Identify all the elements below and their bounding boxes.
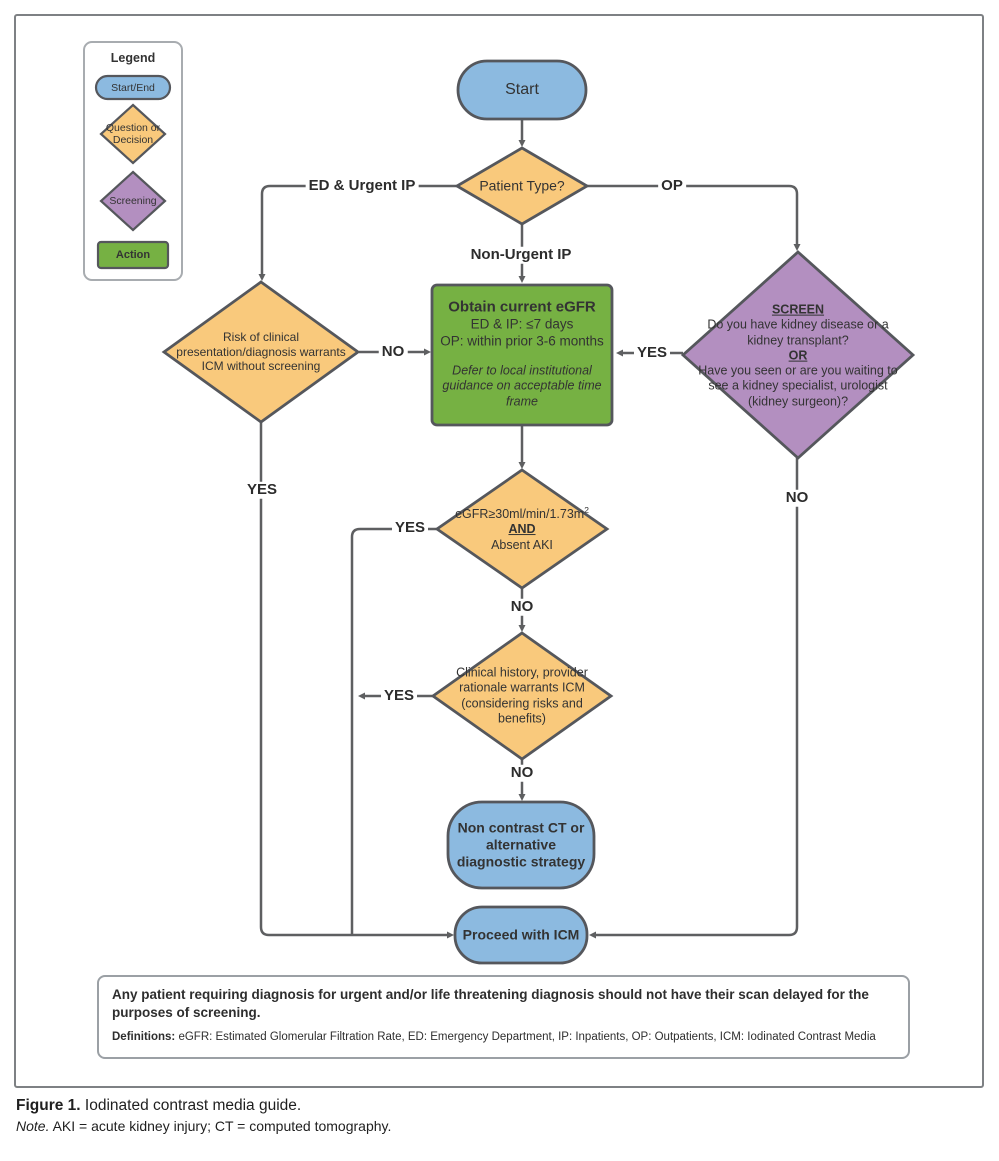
screen-or: OR (788, 348, 808, 363)
edge-label-yes-screen: YES (634, 345, 670, 362)
screen-heading: SCREEN (771, 302, 825, 317)
edge-egfr-yes-down (352, 529, 437, 934)
obtain-egfr-note: Defer to local institutional guidance on acceptable time frame (442, 363, 602, 409)
egfr-check-line1 (455, 505, 589, 522)
caption-note-line (16, 1118, 976, 1134)
edge-label-no-egfr: NO (508, 599, 537, 616)
legend-item-screening: Screening (109, 194, 157, 207)
figure-title-text: Iodinated contrast media guide. (84, 1097, 302, 1114)
egfr-check-line2: Absent AKI (491, 537, 553, 552)
non-contrast-label: Non contrast CT or alternative diagnostic strategy (456, 819, 586, 870)
legend-item-action: Action (115, 249, 151, 261)
edge-patient-to-risk (262, 186, 457, 275)
edge-label-non-urgent-ip: Non-Urgent IP (468, 247, 575, 264)
edge-label-yes-risk: YES (244, 482, 280, 499)
clinical-diamond-label: Clinical history, provider rationale warrants ICM (considering risks and benefits) (456, 665, 588, 726)
definitions-label: Definitions: (112, 1030, 176, 1043)
legend-item-question: Question or Decision (105, 121, 161, 146)
figure-number-label: Figure 1. (16, 1097, 81, 1114)
proceed-label: Proceed with ICM (462, 926, 580, 943)
edge-label-ed-urgent-ip: ED & Urgent IP (306, 178, 419, 195)
definitions-text: eGFR: Estimated Glomerular Filtration Rate, ED: Emergency Department, IP: Inpatients, OP: Outpatients, ICM: Iodinated Contrast Media (178, 1030, 876, 1043)
definitions-line (112, 1031, 895, 1043)
edge-label-op: OP (658, 178, 686, 195)
warning-note-text: Any patient requiring diagnosis for urgent and/or life threatening diagnosis should not have their scan delayed for the purposes of screening. (112, 987, 869, 1020)
warning-note-box (97, 975, 910, 1059)
legend-item-start-end: Start/End (111, 81, 155, 94)
screen-diamond-text (696, 303, 900, 410)
start-node-label: Start (505, 81, 539, 99)
obtain-egfr-line2: OP: within prior 3-6 months (440, 333, 604, 349)
obtain-egfr-text (438, 299, 606, 410)
screen-question2: Have you seen or are you waiting to see a kidney specialist, urologist (kidney surgeon)? (698, 363, 898, 409)
figure-caption (16, 1097, 976, 1134)
egfr-check-superscript: 2 (584, 505, 589, 516)
obtain-egfr-title: Obtain current eGFR (448, 298, 596, 316)
patient-type-label: Patient Type? (479, 177, 565, 194)
edge-patient-to-screen (587, 186, 797, 245)
obtain-egfr-line1: ED & IP: ≤7 days (470, 316, 574, 332)
egfr-check-value: eGFR≥30ml/min/1.73m (455, 507, 585, 522)
edge-label-yes-clinical: YES (381, 688, 417, 705)
edge-label-no-screen: NO (783, 490, 812, 507)
edge-risk-yes-to-proceed (261, 422, 448, 935)
edge-label-no-risk: NO (379, 344, 408, 361)
egfr-check-and: AND (508, 522, 536, 537)
edge-label-yes-egfr: YES (392, 520, 428, 537)
legend-title: Legend (110, 51, 156, 65)
caption-note-label: Note. (16, 1118, 50, 1134)
risk-diamond-label: Risk of clinical presentation/diagnosis warrants ICM without screening (176, 330, 346, 374)
edge-label-no-clinical: NO (508, 765, 537, 782)
screen-question1: Do you have kidney disease or a kidney transplant? (707, 317, 889, 348)
caption-title-line (16, 1097, 976, 1115)
caption-note-text: AKI = acute kidney injury; CT = computed tomography. (52, 1118, 392, 1134)
edge-screen-no-to-proceed (595, 458, 797, 935)
egfr-check-text (436, 505, 608, 553)
